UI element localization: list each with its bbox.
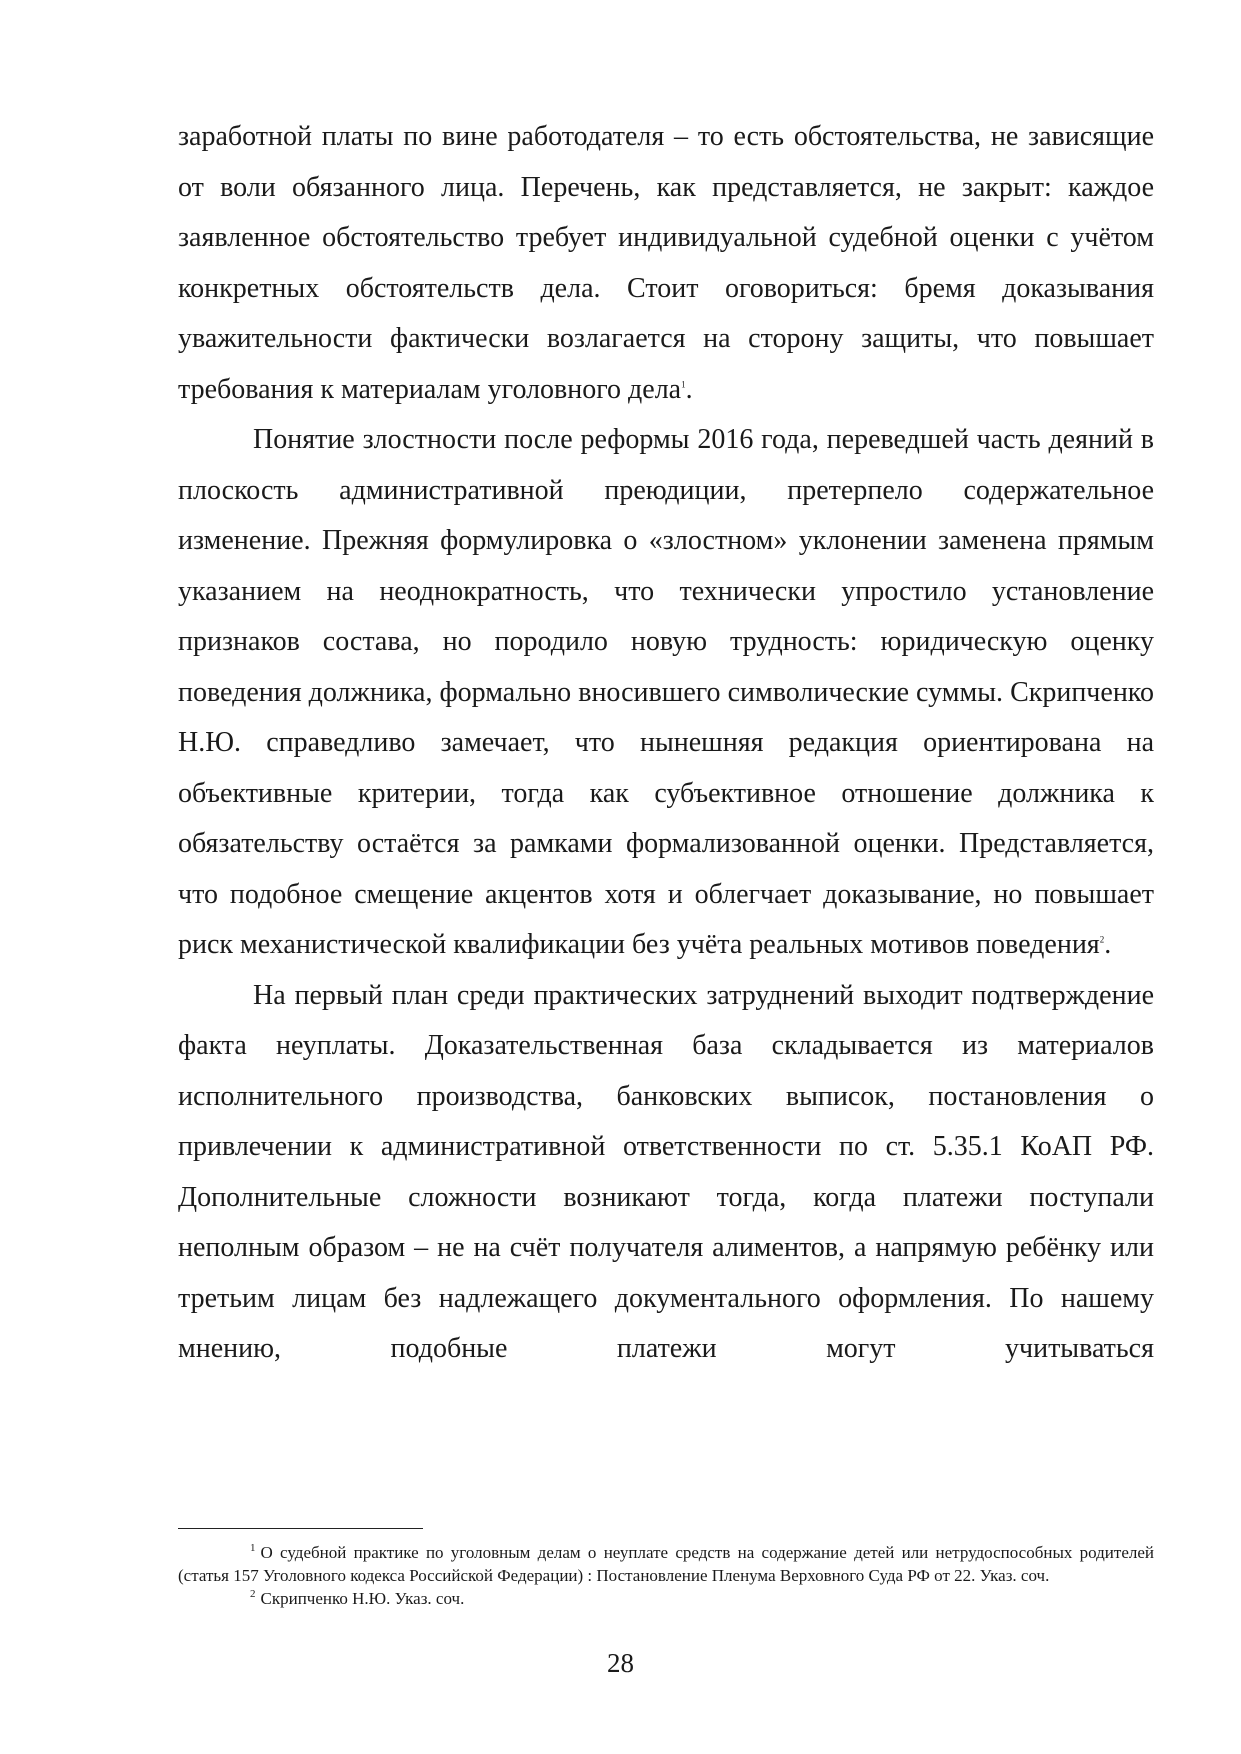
paragraph-1-tail: . bbox=[685, 373, 693, 405]
paragraph-2 bbox=[178, 415, 1154, 971]
footnote-2 bbox=[178, 1587, 1154, 1610]
main-text bbox=[178, 112, 1154, 1375]
paragraph-2-tail: . bbox=[1104, 929, 1112, 960]
footnote-2-number: 2 bbox=[250, 1588, 256, 1601]
footnote-1-text: О судебной практике по уголовным делам о неуплате средств на содержание детей или нетрудоспособных родителей (статья 157 Уголовного кодекса Российской Федерации) : Постановление Пленума Верховного Суда РФ от 22. Указ. соч. bbox=[178, 1543, 1154, 1585]
paragraph-1-text: заработной платы по вине работодателя – то есть обстоятельства, не зависящие от воли обязанного лица. Перечень, как представляется, не закрыт: каждое заявленное обстоятельство требует индивидуальной судебной оценки с учётом конкретных обстоятельств дела. Стоит оговориться: бремя доказывания уважительности фактически возлагается на сторону защиты, что повышает требования к материалам уголовного дела bbox=[178, 121, 1154, 405]
footnote-1-number: 1 bbox=[250, 1542, 256, 1555]
paragraph-2-text: Понятие злостности после реформы 2016 года, переведшей часть деяний в плоскость административной преюдиции, претерпело содержательное изменение. Прежняя формулировка о «злостном» уклонении заменена прямым указанием на неоднократность, что технически упростило установление признаков состава, но породило новую трудность: юридическую оценку поведения должника, формально вносившего символические суммы. Скрипченко Н.Ю. справедливо замечает, что нынешняя редакция ориентирована на объективные критерии, тогда как субъективное отношение должника к обязательству остаётся за рамками формализованной оценки. Представляется, что подобное смещение акцентов хотя и облегчает доказывание, но повышает риск механистической квалификации без учёта реальных мотивов поведения bbox=[178, 424, 1154, 960]
footnote-ref-2[interactable]: 2 bbox=[1099, 934, 1105, 945]
footnote-ref-1[interactable]: 1 bbox=[681, 379, 686, 390]
paragraph-3-text: На первый план среди практических затруднений выходит подтверждение факта неуплаты. Доказательственная база складывается из материалов исполнительного производства, банковских выписок, постановления о привлечении к административной ответственности по ст. 5.35.1 КоАП РФ. Дополнительные сложности возникают тогда, когда платежи поступали неполным образом – не на счёт получателя алиментов, а напрямую ребёнку или третьим лицам без надлежащего документального оформления. По нашему мнению, подобные платежи могут учитываться bbox=[178, 979, 1154, 1364]
footnote-2-text: Скрипченко Н.Ю. Указ. соч. bbox=[260, 1589, 465, 1608]
page-number: 28 bbox=[607, 1648, 634, 1678]
paragraph-3 bbox=[178, 971, 1154, 1375]
paragraph-1 bbox=[178, 112, 1154, 415]
footnotes bbox=[178, 1541, 1154, 1610]
footnote-separator bbox=[178, 1528, 423, 1529]
footnote-1 bbox=[178, 1541, 1154, 1587]
